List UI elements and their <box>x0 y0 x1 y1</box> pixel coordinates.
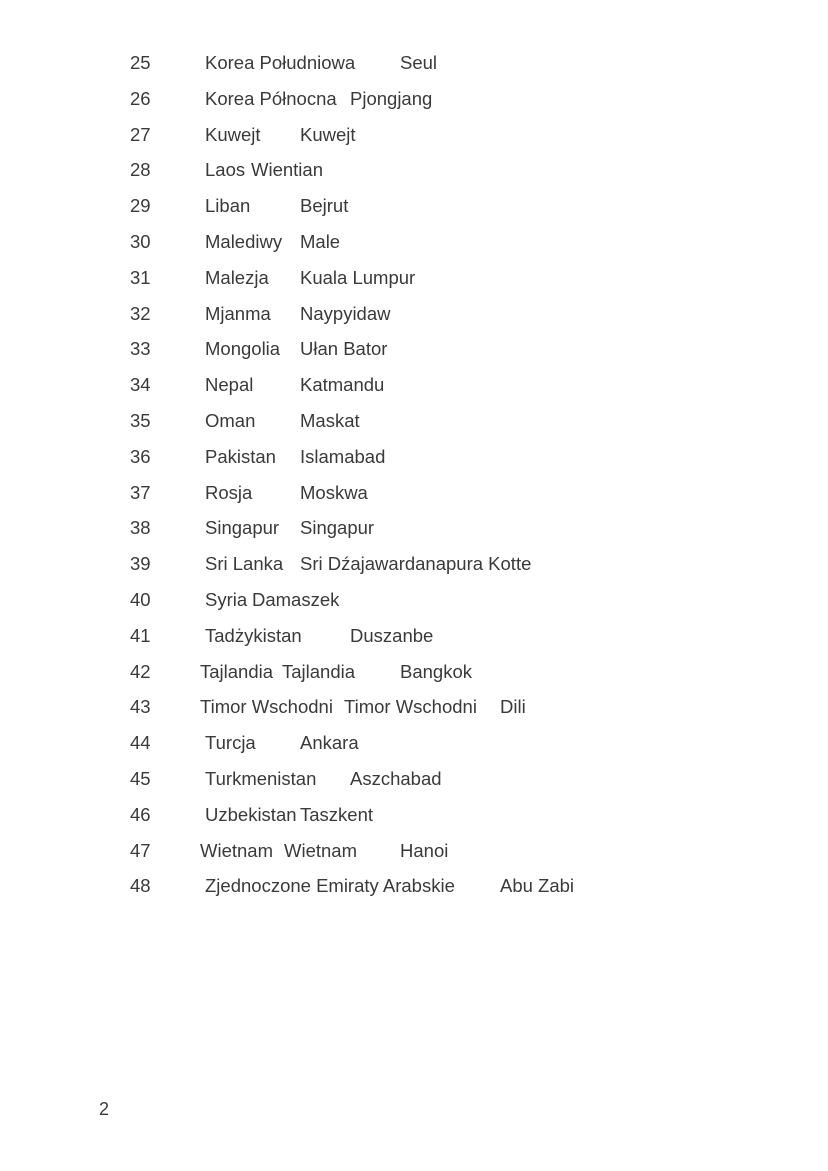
country-capital-list <box>0 52 828 911</box>
capital-name: Sri Dźajawardanapura Kotte <box>300 553 532 575</box>
country-name: Korea Północna <box>205 87 337 109</box>
country-name: Turkmenistan <box>205 767 317 789</box>
capital-name: Hanoi <box>400 839 449 861</box>
capital-name: Ułan Bator <box>300 338 388 360</box>
capital-name: Duszanbe <box>350 624 434 646</box>
row-number: 34 <box>130 374 151 396</box>
country-name: Tadżykistan <box>205 624 302 646</box>
capital-name: Bejrut <box>300 195 349 217</box>
capital-name: Dili <box>500 696 526 718</box>
list-row <box>0 840 828 876</box>
row-number: 32 <box>130 302 151 324</box>
row-number: 37 <box>130 481 151 503</box>
list-row <box>0 768 828 804</box>
row-number: 31 <box>130 266 151 288</box>
page-number: 2 <box>99 1099 110 1119</box>
country-name: Nepal <box>205 374 254 396</box>
country-name: Liban <box>205 195 251 217</box>
country-name: Uzbekistan <box>205 803 297 825</box>
capital-name: Kuala Lumpur <box>300 266 416 288</box>
country-name: Zjednoczone Emiraty Arabskie <box>205 875 455 897</box>
country-name: Timor Wschodni <box>344 696 477 718</box>
list-row <box>0 52 828 88</box>
row-number: 38 <box>130 517 151 539</box>
row-number: 41 <box>130 624 151 646</box>
list-row <box>0 517 828 553</box>
country-name: Rosja <box>205 481 253 503</box>
capital-name: Damaszek <box>252 588 340 610</box>
capital-name: Islamabad <box>300 445 386 467</box>
capital-name: Ankara <box>300 732 359 754</box>
country-name: Pakistan <box>205 445 276 467</box>
country-name: Mjanma <box>205 302 271 324</box>
row-number: 42 <box>130 660 151 682</box>
list-row <box>0 553 828 589</box>
row-number: 39 <box>130 553 151 575</box>
list-row <box>0 231 828 267</box>
capital-name: Singapur <box>300 517 375 539</box>
row-number: 26 <box>130 87 151 109</box>
row-number: 45 <box>130 767 151 789</box>
list-row <box>0 195 828 231</box>
country-name: Turcja <box>205 732 256 754</box>
list-row <box>0 303 828 339</box>
row-number: 48 <box>130 875 151 897</box>
row-number: 40 <box>130 588 151 610</box>
list-row <box>0 374 828 410</box>
row-number: 43 <box>130 696 151 718</box>
country-name: Wietnam <box>284 839 357 861</box>
capital-name: Naypyidaw <box>300 302 391 324</box>
country-name: Malezja <box>205 266 269 288</box>
country-name: Oman <box>205 409 256 431</box>
row-number: 30 <box>130 230 151 252</box>
capital-name: Aszchabad <box>350 767 442 789</box>
capital-name: Katmandu <box>300 374 385 396</box>
country-name: Tajlandia <box>282 660 356 682</box>
row-number: 29 <box>130 195 151 217</box>
row-number: 36 <box>130 445 151 467</box>
row-number: 33 <box>130 338 151 360</box>
country-name: Syria <box>205 588 248 610</box>
capital-name: Taszkent <box>300 803 374 825</box>
country-name: Timor Wschodni <box>200 696 333 718</box>
list-row <box>0 124 828 160</box>
capital-name: Maskat <box>300 409 360 431</box>
country-name: Malediwy <box>205 230 283 252</box>
capital-name: Moskwa <box>300 481 368 503</box>
list-row <box>0 875 828 911</box>
country-name: Tajlandia <box>200 660 274 682</box>
row-number: 27 <box>130 123 151 145</box>
list-row <box>0 589 828 625</box>
country-name: Kuwejt <box>205 123 261 145</box>
country-name: Mongolia <box>205 338 281 360</box>
row-number: 28 <box>130 159 151 181</box>
capital-name: Bangkok <box>400 660 472 682</box>
list-row <box>0 482 828 518</box>
list-row <box>0 625 828 661</box>
country-name: Wietnam <box>200 839 273 861</box>
country-name: Singapur <box>205 517 280 539</box>
capital-name: Male <box>300 230 341 252</box>
country-name: Laos <box>205 159 246 181</box>
list-row <box>0 804 828 840</box>
list-row <box>0 159 828 195</box>
list-row <box>0 732 828 768</box>
capital-name: Pjongjang <box>350 87 433 109</box>
country-name: Sri Lanka <box>205 553 284 575</box>
row-number: 46 <box>130 803 151 825</box>
list-row <box>0 661 828 697</box>
capital-name: Abu Zabi <box>500 875 575 897</box>
country-name: Korea Południowa <box>205 52 356 73</box>
list-row <box>0 410 828 446</box>
list-row <box>0 338 828 374</box>
list-row <box>0 88 828 124</box>
list-row <box>0 446 828 482</box>
capital-name: Seul <box>400 52 438 73</box>
capital-name: Kuwejt <box>300 123 356 145</box>
row-number: 44 <box>130 732 151 754</box>
row-number: 25 <box>130 52 151 73</box>
list-row <box>0 696 828 732</box>
capital-name: Wientian <box>251 159 323 181</box>
list-row <box>0 267 828 303</box>
row-number: 35 <box>130 409 151 431</box>
row-number: 47 <box>130 839 151 861</box>
